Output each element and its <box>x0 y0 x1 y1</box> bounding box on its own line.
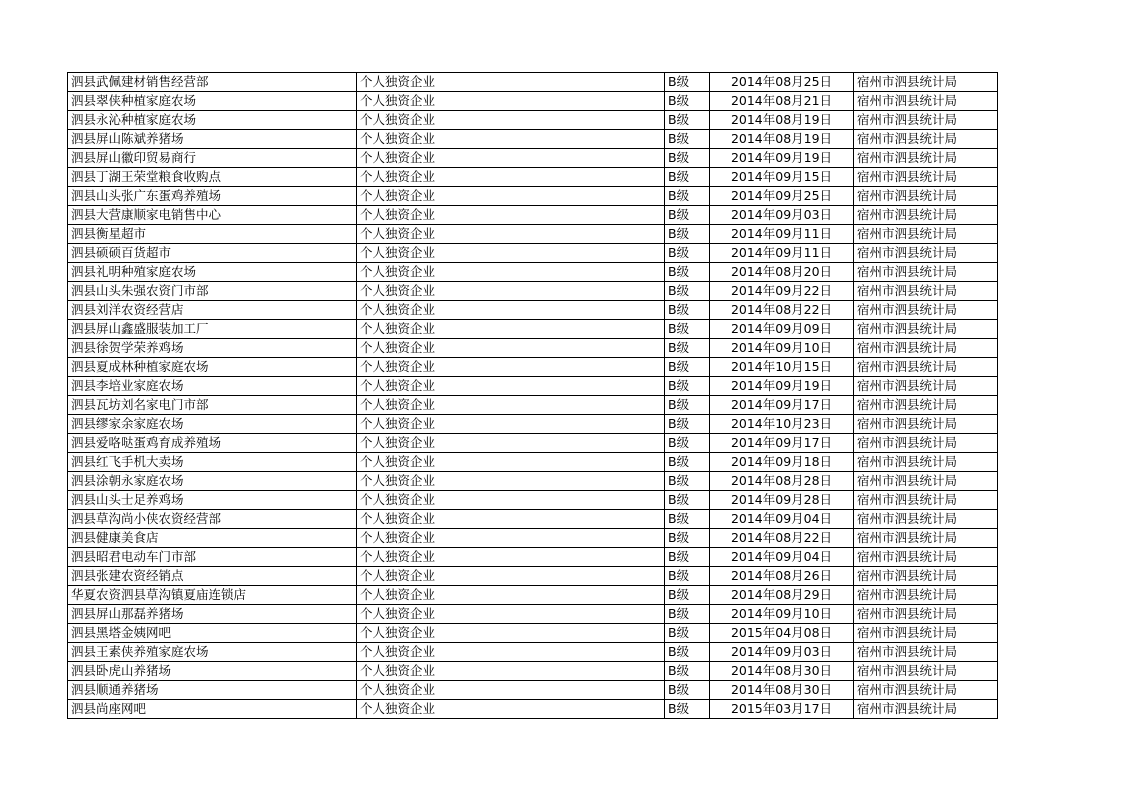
enterprise-name-cell: 泗县刘洋农资经营店 <box>68 301 357 320</box>
table-row <box>68 92 998 111</box>
table-row <box>68 415 998 434</box>
issuing-authority-cell: 宿州市泗县统计局 <box>854 244 998 263</box>
enterprise-type-cell: 个人独资企业 <box>357 453 665 472</box>
credit-grade-cell: B级 <box>665 92 710 111</box>
enterprise-name-cell: 泗县昭君电动车门市部 <box>68 548 357 567</box>
issuing-authority-cell: 宿州市泗县统计局 <box>854 206 998 225</box>
enterprise-type-cell: 个人独资企业 <box>357 320 665 339</box>
table-row <box>68 320 998 339</box>
rating-date-cell: 2014年09月09日 <box>710 320 854 339</box>
enterprise-name-cell: 泗县山头士足养鸡场 <box>68 491 357 510</box>
rating-date-cell: 2014年09月11日 <box>710 244 854 263</box>
enterprise-name-cell: 泗县衡星超市 <box>68 225 357 244</box>
enterprise-type-cell: 个人独资企业 <box>357 225 665 244</box>
enterprise-name-cell: 泗县山头朱强农资门市部 <box>68 282 357 301</box>
enterprise-name-cell: 泗县山头张广东蛋鸡养殖场 <box>68 187 357 206</box>
credit-grade-cell: B级 <box>665 491 710 510</box>
enterprise-name-cell: 泗县屏山徽印贸易商行 <box>68 149 357 168</box>
rating-date-cell: 2014年09月04日 <box>710 510 854 529</box>
table-row <box>68 681 998 700</box>
issuing-authority-cell: 宿州市泗县统计局 <box>854 681 998 700</box>
issuing-authority-cell: 宿州市泗县统计局 <box>854 187 998 206</box>
enterprise-type-cell: 个人独资企业 <box>357 529 665 548</box>
credit-grade-cell: B级 <box>665 206 710 225</box>
credit-grade-cell: B级 <box>665 700 710 719</box>
enterprise-name-cell: 泗县屏山陈斌养猪场 <box>68 130 357 149</box>
credit-grade-cell: B级 <box>665 605 710 624</box>
issuing-authority-cell: 宿州市泗县统计局 <box>854 529 998 548</box>
rating-date-cell: 2015年04月08日 <box>710 624 854 643</box>
rating-date-cell: 2014年09月04日 <box>710 548 854 567</box>
credit-grade-cell: B级 <box>665 662 710 681</box>
issuing-authority-cell: 宿州市泗县统计局 <box>854 567 998 586</box>
enterprise-type-cell: 个人独资企业 <box>357 73 665 92</box>
credit-grade-cell: B级 <box>665 624 710 643</box>
table-row <box>68 339 998 358</box>
credit-grade-cell: B级 <box>665 586 710 605</box>
credit-grade-cell: B级 <box>665 567 710 586</box>
table-row <box>68 377 998 396</box>
table-row <box>68 605 998 624</box>
rating-date-cell: 2014年09月10日 <box>710 605 854 624</box>
rating-date-cell: 2014年09月19日 <box>710 377 854 396</box>
enterprise-type-cell: 个人独资企业 <box>357 130 665 149</box>
enterprise-name-cell: 泗县丁湖王荣堂粮食收购点 <box>68 168 357 187</box>
issuing-authority-cell: 宿州市泗县统计局 <box>854 510 998 529</box>
credit-grade-cell: B级 <box>665 187 710 206</box>
table-row <box>68 567 998 586</box>
rating-date-cell: 2014年09月03日 <box>710 643 854 662</box>
enterprise-type-cell: 个人独资企业 <box>357 491 665 510</box>
credit-grade-cell: B级 <box>665 244 710 263</box>
enterprise-type-cell: 个人独资企业 <box>357 396 665 415</box>
credit-grade-cell: B级 <box>665 434 710 453</box>
rating-date-cell: 2014年09月03日 <box>710 206 854 225</box>
table-row <box>68 396 998 415</box>
issuing-authority-cell: 宿州市泗县统计局 <box>854 130 998 149</box>
enterprise-type-cell: 个人独资企业 <box>357 187 665 206</box>
rating-date-cell: 2014年09月18日 <box>710 453 854 472</box>
issuing-authority-cell: 宿州市泗县统计局 <box>854 339 998 358</box>
rating-date-cell: 2014年08月19日 <box>710 130 854 149</box>
enterprise-type-cell: 个人独资企业 <box>357 510 665 529</box>
enterprise-type-cell: 个人独资企业 <box>357 282 665 301</box>
issuing-authority-cell: 宿州市泗县统计局 <box>854 624 998 643</box>
issuing-authority-cell: 宿州市泗县统计局 <box>854 320 998 339</box>
enterprise-name-cell: 泗县徐贺学荣养鸡场 <box>68 339 357 358</box>
table-row <box>68 548 998 567</box>
credit-grade-cell: B级 <box>665 149 710 168</box>
enterprise-type-cell: 个人独资企业 <box>357 567 665 586</box>
rating-date-cell: 2014年09月15日 <box>710 168 854 187</box>
credit-grade-cell: B级 <box>665 225 710 244</box>
rating-date-cell: 2014年09月19日 <box>710 149 854 168</box>
credit-grade-cell: B级 <box>665 643 710 662</box>
enterprise-type-cell: 个人独资企业 <box>357 472 665 491</box>
enterprise-name-cell: 泗县大营康顺家电销售中心 <box>68 206 357 225</box>
table-row <box>68 187 998 206</box>
enterprise-type-cell: 个人独资企业 <box>357 244 665 263</box>
enterprise-name-cell: 泗县缪家余家庭农场 <box>68 415 357 434</box>
enterprise-name-cell: 泗县王素侠养殖家庭农场 <box>68 643 357 662</box>
rating-date-cell: 2014年09月22日 <box>710 282 854 301</box>
issuing-authority-cell: 宿州市泗县统计局 <box>854 415 998 434</box>
rating-date-cell: 2014年08月26日 <box>710 567 854 586</box>
rating-date-cell: 2014年08月22日 <box>710 301 854 320</box>
rating-date-cell: 2014年08月20日 <box>710 263 854 282</box>
issuing-authority-cell: 宿州市泗县统计局 <box>854 700 998 719</box>
enterprise-type-cell: 个人独资企业 <box>357 662 665 681</box>
enterprise-type-cell: 个人独资企业 <box>357 605 665 624</box>
enterprise-type-cell: 个人独资企业 <box>357 168 665 187</box>
enterprise-type-cell: 个人独资企业 <box>357 111 665 130</box>
table-row <box>68 700 998 719</box>
rating-date-cell: 2014年08月19日 <box>710 111 854 130</box>
enterprise-type-cell: 个人独资企业 <box>357 92 665 111</box>
issuing-authority-cell: 宿州市泗县统计局 <box>854 548 998 567</box>
enterprise-type-cell: 个人独资企业 <box>357 206 665 225</box>
rating-date-cell: 2014年09月11日 <box>710 225 854 244</box>
credit-grade-cell: B级 <box>665 282 710 301</box>
rating-date-cell: 2014年10月23日 <box>710 415 854 434</box>
enterprise-name-cell: 泗县礼明种殖家庭农场 <box>68 263 357 282</box>
rating-date-cell: 2014年10月15日 <box>710 358 854 377</box>
credit-grade-cell: B级 <box>665 130 710 149</box>
enterprise-type-cell: 个人独资企业 <box>357 301 665 320</box>
credit-grade-cell: B级 <box>665 263 710 282</box>
enterprise-type-cell: 个人独资企业 <box>357 548 665 567</box>
credit-grade-cell: B级 <box>665 472 710 491</box>
enterprise-name-cell: 泗县硕硕百货超市 <box>68 244 357 263</box>
rating-date-cell: 2014年09月17日 <box>710 396 854 415</box>
table-row <box>68 130 998 149</box>
enterprise-type-cell: 个人独资企业 <box>357 700 665 719</box>
table-row <box>68 434 998 453</box>
enterprise-name-cell: 泗县夏成林种植家庭农场 <box>68 358 357 377</box>
enterprise-type-cell: 个人独资企业 <box>357 263 665 282</box>
table-row <box>68 282 998 301</box>
enterprise-name-cell: 泗县武佩建材销售经营部 <box>68 73 357 92</box>
rating-date-cell: 2014年09月25日 <box>710 187 854 206</box>
enterprise-name-cell: 泗县瓦坊刘名家电门市部 <box>68 396 357 415</box>
issuing-authority-cell: 宿州市泗县统计局 <box>854 662 998 681</box>
table-row <box>68 358 998 377</box>
rating-date-cell: 2014年09月28日 <box>710 491 854 510</box>
enterprise-name-cell: 泗县李培业家庭农场 <box>68 377 357 396</box>
issuing-authority-cell: 宿州市泗县统计局 <box>854 453 998 472</box>
enterprise-type-cell: 个人独资企业 <box>357 586 665 605</box>
credit-grade-cell: B级 <box>665 339 710 358</box>
issuing-authority-cell: 宿州市泗县统计局 <box>854 301 998 320</box>
table-row <box>68 111 998 130</box>
table-row <box>68 244 998 263</box>
table-row <box>68 206 998 225</box>
rating-date-cell: 2014年08月25日 <box>710 73 854 92</box>
enterprise-type-cell: 个人独资企业 <box>357 149 665 168</box>
rating-date-cell: 2014年08月29日 <box>710 586 854 605</box>
table-row <box>68 263 998 282</box>
enterprise-name-cell: 泗县卧虎山养猪场 <box>68 662 357 681</box>
table-body <box>68 73 998 719</box>
issuing-authority-cell: 宿州市泗县统计局 <box>854 472 998 491</box>
issuing-authority-cell: 宿州市泗县统计局 <box>854 168 998 187</box>
credit-grade-cell: B级 <box>665 548 710 567</box>
issuing-authority-cell: 宿州市泗县统计局 <box>854 73 998 92</box>
issuing-authority-cell: 宿州市泗县统计局 <box>854 586 998 605</box>
issuing-authority-cell: 宿州市泗县统计局 <box>854 282 998 301</box>
credit-grade-cell: B级 <box>665 415 710 434</box>
credit-grade-cell: B级 <box>665 168 710 187</box>
enterprise-type-cell: 个人独资企业 <box>357 339 665 358</box>
issuing-authority-cell: 宿州市泗县统计局 <box>854 491 998 510</box>
rating-date-cell: 2014年09月17日 <box>710 434 854 453</box>
enterprise-type-cell: 个人独资企业 <box>357 681 665 700</box>
issuing-authority-cell: 宿州市泗县统计局 <box>854 643 998 662</box>
rating-date-cell: 2014年08月28日 <box>710 472 854 491</box>
enterprise-name-cell: 泗县顺通养猪场 <box>68 681 357 700</box>
table-row <box>68 624 998 643</box>
credit-grade-cell: B级 <box>665 320 710 339</box>
credit-grade-cell: B级 <box>665 73 710 92</box>
enterprise-name-cell: 泗县屏山鑫盛服装加工厂 <box>68 320 357 339</box>
issuing-authority-cell: 宿州市泗县统计局 <box>854 149 998 168</box>
enterprise-name-cell: 泗县屏山那磊养猪场 <box>68 605 357 624</box>
table-row <box>68 510 998 529</box>
rating-date-cell: 2014年08月21日 <box>710 92 854 111</box>
enterprise-name-cell: 泗县永沁种植家庭农场 <box>68 111 357 130</box>
table-row <box>68 225 998 244</box>
credit-grade-cell: B级 <box>665 510 710 529</box>
rating-date-cell: 2014年09月10日 <box>710 339 854 358</box>
enterprise-name-cell: 华夏农资泗县草沟镇夏庙连锁店 <box>68 586 357 605</box>
enterprise-type-cell: 个人独资企业 <box>357 415 665 434</box>
enterprise-name-cell: 泗县翠侠种植家庭农场 <box>68 92 357 111</box>
enterprise-name-cell: 泗县张建农资经销点 <box>68 567 357 586</box>
enterprise-type-cell: 个人独资企业 <box>357 377 665 396</box>
issuing-authority-cell: 宿州市泗县统计局 <box>854 396 998 415</box>
table-row <box>68 472 998 491</box>
enterprise-name-cell: 泗县健康美食店 <box>68 529 357 548</box>
table-row <box>68 453 998 472</box>
issuing-authority-cell: 宿州市泗县统计局 <box>854 358 998 377</box>
credit-grade-cell: B级 <box>665 301 710 320</box>
credit-grade-cell: B级 <box>665 111 710 130</box>
rating-date-cell: 2014年08月30日 <box>710 681 854 700</box>
credit-grade-cell: B级 <box>665 358 710 377</box>
table-row <box>68 662 998 681</box>
enterprise-name-cell: 泗县黑塔金姨网吧 <box>68 624 357 643</box>
enterprise-name-cell: 泗县草沟尚小侠农资经营部 <box>68 510 357 529</box>
issuing-authority-cell: 宿州市泗县统计局 <box>854 434 998 453</box>
issuing-authority-cell: 宿州市泗县统计局 <box>854 605 998 624</box>
issuing-authority-cell: 宿州市泗县统计局 <box>854 225 998 244</box>
table-row <box>68 491 998 510</box>
table-row <box>68 149 998 168</box>
enterprise-name-cell: 泗县涂朝永家庭农场 <box>68 472 357 491</box>
table-row <box>68 643 998 662</box>
enterprise-type-cell: 个人独资企业 <box>357 358 665 377</box>
rating-date-cell: 2015年03月17日 <box>710 700 854 719</box>
credit-grade-cell: B级 <box>665 453 710 472</box>
table-row <box>68 529 998 548</box>
credit-grade-cell: B级 <box>665 681 710 700</box>
enterprise-name-cell: 泗县尚座网吧 <box>68 700 357 719</box>
table-row <box>68 301 998 320</box>
credit-grade-cell: B级 <box>665 529 710 548</box>
table-row <box>68 586 998 605</box>
issuing-authority-cell: 宿州市泗县统计局 <box>854 377 998 396</box>
issuing-authority-cell: 宿州市泗县统计局 <box>854 111 998 130</box>
enterprise-type-cell: 个人独资企业 <box>357 624 665 643</box>
table-row <box>68 168 998 187</box>
rating-date-cell: 2014年08月22日 <box>710 529 854 548</box>
enterprise-name-cell: 泗县爱咯哒蛋鸡育成养殖场 <box>68 434 357 453</box>
credit-grade-cell: B级 <box>665 377 710 396</box>
issuing-authority-cell: 宿州市泗县统计局 <box>854 263 998 282</box>
rating-date-cell: 2014年08月30日 <box>710 662 854 681</box>
enterprise-name-cell: 泗县红飞手机大卖场 <box>68 453 357 472</box>
issuing-authority-cell: 宿州市泗县统计局 <box>854 92 998 111</box>
data-table <box>67 72 998 719</box>
table-row <box>68 73 998 92</box>
enterprise-type-cell: 个人独资企业 <box>357 434 665 453</box>
enterprise-type-cell: 个人独资企业 <box>357 643 665 662</box>
credit-grade-cell: B级 <box>665 396 710 415</box>
